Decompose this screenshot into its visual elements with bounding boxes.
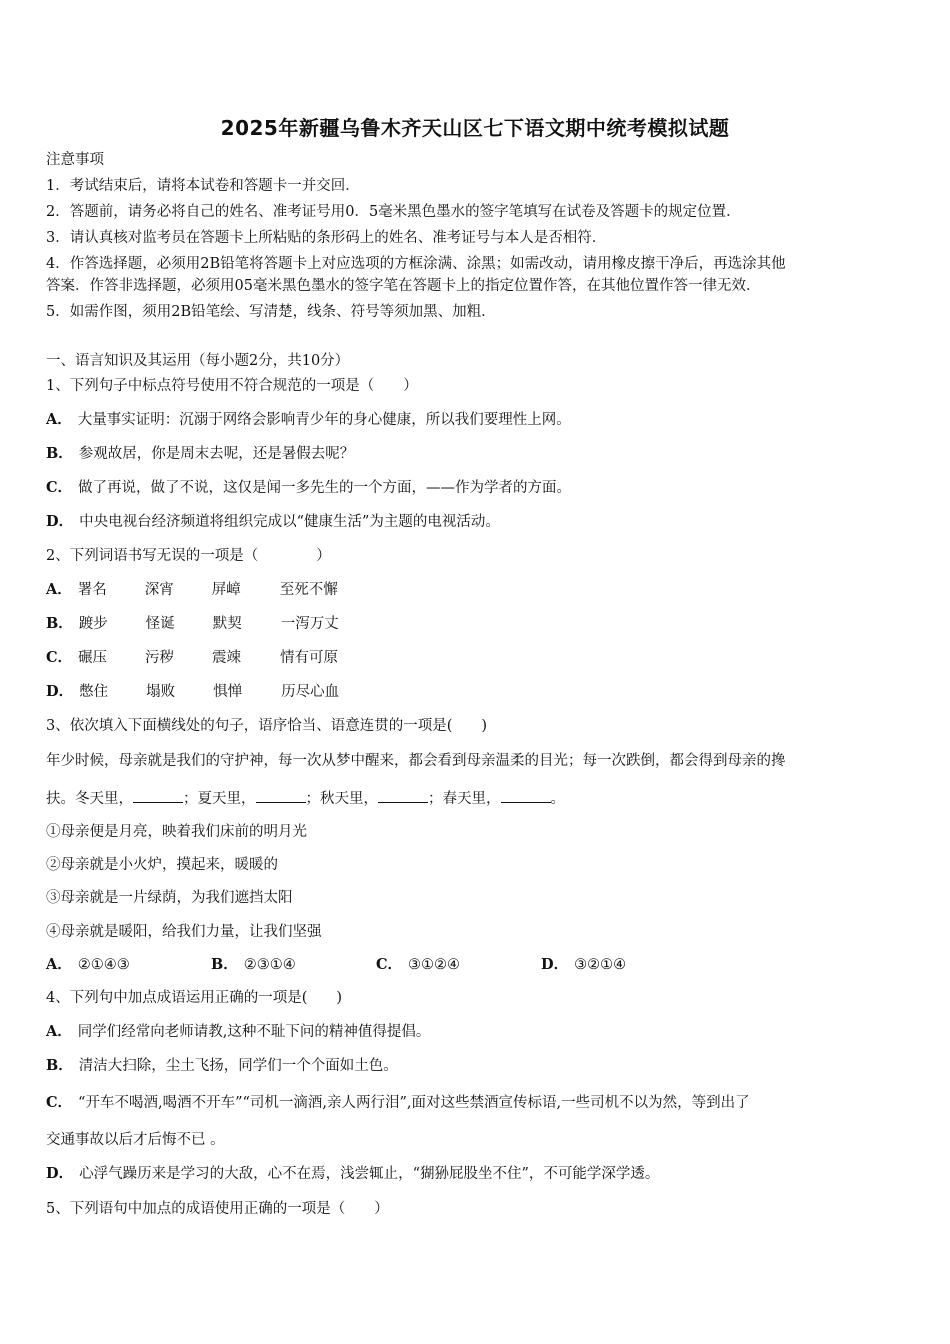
option-word: 深宵 — [144, 582, 174, 598]
option-text: 大量事实证明：沉溺于网络会影响青少年的身心健康，所以我们要理性上网。 — [77, 412, 571, 428]
option-text: ②①④③ — [77, 957, 130, 973]
option-label: D． — [541, 956, 569, 973]
notice-item: 答案．作答非选择题，必须用05毫米黑色墨水的签字笔在答题卡上的指定位置作答，在其他位置作答一律无效． — [46, 278, 761, 294]
passage-part: ；春天里， — [428, 791, 501, 807]
option-text: ③①②④ — [408, 957, 461, 973]
option-label: A． — [46, 411, 72, 428]
q3-option-c — [376, 955, 541, 975]
option-label: B． — [46, 1057, 73, 1074]
q3-sentence: ①母亲便是月亮，映着我们床前的明月光 — [46, 824, 307, 840]
notice-item: 5．如需作图，须用2B铅笔绘、写清楚，线条、符号等须加黑、加粗． — [46, 304, 496, 320]
option-text: “开车不喝酒,喝酒不开车”“司机一滴酒,亲人两行泪”,面对这些禁酒宣传标语,一些司机不以为然，等到出了 — [78, 1095, 750, 1111]
option-word: 碾压 — [78, 650, 108, 666]
notice-item: 2．答题前，请务必将自己的姓名、准考证号用0．5毫米黑色墨水的签字笔填写在试卷及答题卡的规定位置． — [46, 204, 741, 220]
option-label: C． — [46, 479, 73, 496]
q3-option-b — [211, 955, 376, 975]
option-label: A． — [46, 1023, 72, 1040]
option-text: 同学们经常向老师请教,这种不耻下问的精神值得提倡。 — [77, 1024, 431, 1040]
q2-option-b — [46, 614, 339, 634]
question-3-stem: 3、依次填入下面横线处的句子，语序恰当、语意连贯的一项是( ) — [46, 718, 488, 734]
fill-blank — [133, 788, 183, 803]
option-text: 交通事故以后才后悔不已 。 — [46, 1132, 225, 1148]
option-word: 踱步 — [78, 616, 108, 632]
option-label: A． — [46, 581, 72, 598]
option-label: B． — [46, 445, 73, 462]
q2-option-c — [46, 648, 338, 668]
option-label: C． — [46, 1094, 73, 1111]
q3-sentence: ④母亲就是暖阳，给我们力量，让我们坚强 — [46, 924, 322, 940]
q2-option-d — [46, 682, 339, 702]
page-title: 2025年新疆乌鲁木齐天山区七下语文期中统考模拟试题 — [220, 116, 730, 140]
question-4-stem: 4、下列句中加点成语运用正确的一项是( ) — [46, 990, 343, 1006]
option-text: 心浮气躁历来是学习的大敌，心不在焉，浅尝辄止，“猢狲屁股坐不住”，不可能学深学透。 — [79, 1166, 660, 1182]
option-word: 默契 — [212, 616, 242, 632]
option-word: 署名 — [77, 582, 107, 598]
q3-options — [46, 955, 706, 975]
q2-option-a — [46, 580, 338, 600]
option-word: 情有可原 — [280, 650, 339, 666]
option-word: 一泻万丈 — [280, 616, 339, 632]
option-word: 污秽 — [145, 650, 175, 666]
option-label: A． — [46, 956, 72, 973]
option-word: 塌败 — [146, 684, 176, 700]
option-word: 屏嶂 — [211, 582, 241, 598]
fill-blank — [256, 788, 306, 803]
passage-part: 。 — [550, 791, 565, 807]
q4-option-d — [46, 1164, 659, 1184]
option-word: 历尽心血 — [281, 684, 340, 700]
option-label: B． — [46, 615, 73, 632]
q1-option-b — [46, 444, 354, 464]
passage-part: ；秋天里， — [305, 791, 378, 807]
q3-passage-line-1: 年少时候，母亲就是我们的守护神，每一次从梦中醒来，都会看到母亲温柔的目光；每一次跌倒，都会得到母亲的搀 — [46, 753, 786, 769]
q3-option-d — [541, 955, 706, 975]
option-text: 清洁大扫除，尘土飞扬，同学们一个个面如土色。 — [78, 1058, 398, 1074]
notice-item: 4．作答选择题，必须用2B铅笔将答题卡上对应选项的方框涂满、涂黑；如需改动，请用橡皮擦干净后，再选涂其他 — [46, 256, 786, 272]
option-text: 中央电视台经济频道将组织完成以“健康生活”为主题的电视活动。 — [79, 514, 500, 530]
question-2-stem: 2、下列词语书写无误的一项是（ ） — [46, 548, 331, 564]
q4-option-b — [46, 1056, 398, 1076]
option-word: 震竦 — [212, 650, 242, 666]
question-5-stem: 5、下列语句中加点的成语使用正确的一项是（ ） — [46, 1201, 389, 1217]
passage-part: ；夏天里， — [183, 791, 256, 807]
notice-item: 3．请认真核对监考员在答题卡上所粘贴的条形码上的姓名、准考证号与本人是否相符． — [46, 230, 607, 246]
fill-blank — [378, 788, 428, 803]
option-text: 做了再说，做了不说，这仅是闻一多先生的一个方面，——作为学者的方面。 — [78, 480, 572, 496]
q1-option-c — [46, 478, 571, 498]
option-label: D． — [46, 1165, 74, 1182]
notice-heading: 注意事项 — [46, 152, 104, 168]
q3-sentence: ③母亲就是一片绿荫，为我们遮挡太阳 — [46, 890, 293, 906]
option-word: 至死不懈 — [279, 582, 338, 598]
option-word: 憋住 — [79, 684, 109, 700]
q4-option-c — [46, 1093, 750, 1113]
option-word: 惧惮 — [213, 684, 243, 700]
q4-option-c-continued — [46, 1130, 225, 1150]
option-label: D． — [46, 513, 74, 530]
q1-option-a — [46, 410, 571, 430]
question-1-stem: 1、下列句子中标点符号使用不符合规范的一项是（ ） — [46, 378, 418, 394]
option-label: D． — [46, 683, 74, 700]
option-text: 参观故居，你是周末去呢，还是暑假去呢？ — [78, 446, 355, 462]
section-heading: 一、语言知识及其运用（每小题2分，共10分） — [46, 353, 350, 369]
passage-part: 扶。冬天里， — [46, 791, 133, 807]
notice-item: 1．考试结束后，请将本试卷和答题卡一并交回． — [46, 178, 360, 194]
option-text: ②③①④ — [243, 957, 296, 973]
option-label: C． — [376, 956, 403, 973]
fill-blank — [501, 788, 551, 803]
option-word: 怪诞 — [145, 616, 175, 632]
q3-option-a — [46, 955, 211, 975]
q1-option-d — [46, 512, 500, 532]
option-label: B． — [211, 956, 238, 973]
option-label: C． — [46, 649, 73, 666]
q4-option-a — [46, 1022, 430, 1042]
q3-passage-line-2 — [46, 788, 565, 809]
q3-sentence: ②母亲就是小火炉，摸起来，暖暖的 — [46, 857, 278, 873]
option-text: ③②①④ — [574, 957, 627, 973]
